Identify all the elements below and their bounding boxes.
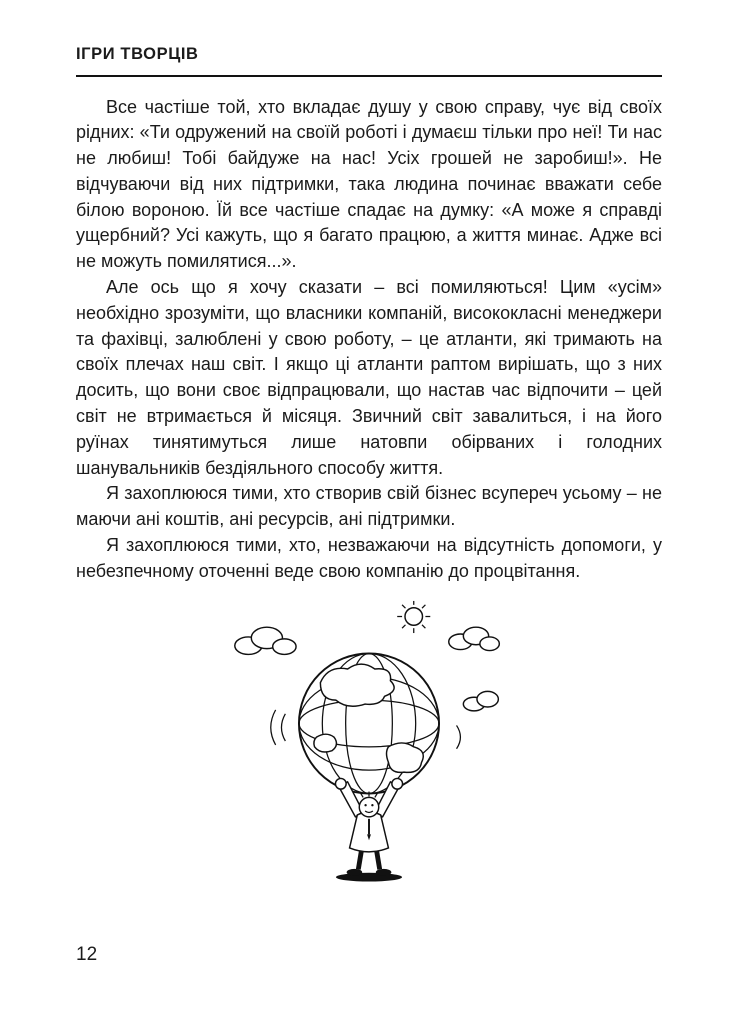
paragraph: Я захоплююся тими, хто, незважаючи на відсутність допомоги, у небезпечному оточенні веде свою компанію до процвітання. xyxy=(76,535,662,581)
sun-icon xyxy=(397,601,430,633)
atlas-figure xyxy=(335,778,402,881)
cloud-icon xyxy=(449,627,500,650)
paragraph: Але ось що я хочу сказати – всі помиляються! Цим «усім» необхідно зрозуміти, що власники компаній, висококласні менеджери та фахівці, залюблені у свою роботу, – це атланти, які тримають на своїх плечах наш світ. І якщо ці атланти раптом вирішать, що з них досить, що вони своє відпрацювали, що настав час відпочити – цей світ не втримається й місяця. Звичний світ завалиться, і на його руїнах тинятимуться лише натовпи обірваних і голодних шанувальників бездіяльного способу життя. xyxy=(76,277,662,478)
atlas-illustration xyxy=(76,599,662,888)
paragraph: Все частіше той, хто вкладає душу у свою справу, чує від своїх рідних: «Ти одружений на своїй роботі і думаєш тільки про неї! Ти нас не любиш! Тобі байдуже на нас! Усіх грошей не заробиш!». Не відчуваючи від них підтримки, така людина починає вважати себе білою вороною. Їй все частіше спадає на думку: «А може я справді ущербний? Усі кажуть, що я багато працюю, а життя минає. Адже всі не можуть помилятися...». xyxy=(76,96,662,272)
paragraph: Я захоплююся тими, хто створив свій бізнес всупереч усьому – не маючи ані коштів, ані ресурсів, ані підтримки. xyxy=(76,483,662,530)
globe-icon xyxy=(299,653,439,793)
page-title: ІГРИ ТВОРЦІВ xyxy=(76,45,199,63)
page-number: 12 xyxy=(76,944,98,965)
ground-shadow xyxy=(336,872,402,881)
page-header xyxy=(76,46,662,77)
cloud-icon xyxy=(463,691,498,710)
atlas-illustration-svg xyxy=(223,599,515,883)
cloud-icon xyxy=(235,627,296,654)
header-rule xyxy=(76,75,662,77)
body-text xyxy=(76,95,662,585)
